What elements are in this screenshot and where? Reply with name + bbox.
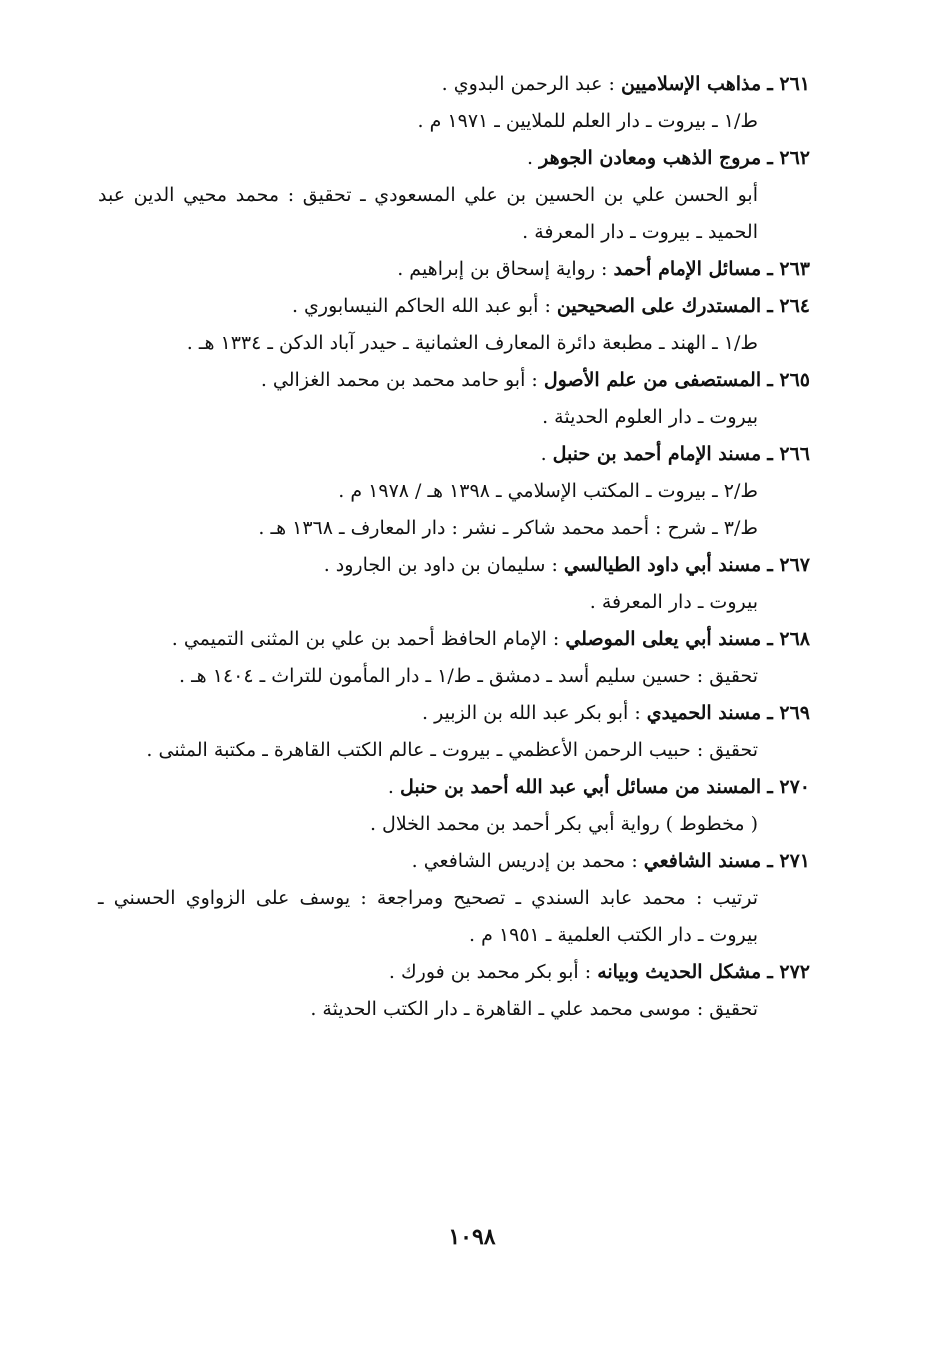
entry-line bbox=[98, 251, 810, 288]
entry-publication-detail: ط/٣ ـ شرح : أحمد محمد شاكر ـ نشر : دار المعارف ـ ١٣٦٨ هـ . bbox=[258, 517, 758, 539]
entry-line bbox=[98, 547, 810, 584]
entry-separator: : bbox=[595, 258, 614, 280]
entry-title: المسند من مسائل أبي عبد الله أحمد بن حنبل bbox=[399, 776, 762, 798]
entry-separator: : bbox=[538, 295, 557, 317]
entry-line bbox=[98, 140, 810, 177]
entry-author: عبد الرحمن البدوي . bbox=[441, 73, 603, 95]
entry-line bbox=[98, 288, 810, 325]
entry-line bbox=[98, 66, 810, 103]
bibliography-entry bbox=[98, 843, 810, 954]
entry-author: . bbox=[540, 443, 547, 465]
entry-title: المستدرك على الصحيحين bbox=[556, 295, 762, 317]
bibliography-entry bbox=[98, 362, 810, 436]
entry-author: أبو بكر محمد بن فورك . bbox=[388, 961, 579, 983]
entry-author: . bbox=[527, 147, 534, 169]
entry-separator: : bbox=[578, 961, 598, 983]
entry-title: مسائل الإمام أحمد bbox=[613, 258, 762, 280]
entry-publication-detail: أبو الحسن علي بن الحسين بن علي المسعودي ـ تحقيق : محمد محيي الدين عبد الحميد ـ بيروت ـ دار المعرفة . bbox=[98, 184, 758, 243]
bibliography-entry bbox=[98, 695, 810, 769]
entry-author: أبو بكر عبد الله بن الزبير . bbox=[421, 702, 629, 724]
entry-title: المستصفى من علم الأصول bbox=[543, 369, 762, 391]
entry-author: . bbox=[387, 776, 394, 798]
entry-number: ٢٧٠ ـ bbox=[767, 776, 810, 798]
bibliography-entry bbox=[98, 769, 810, 843]
entry-number: ٢٦٤ ـ bbox=[767, 295, 810, 317]
entry-title: مسند الشافعي bbox=[643, 850, 762, 872]
entry-line bbox=[98, 621, 810, 658]
entry-publication-detail: تحقيق : حبيب الرحمن الأعظمي ـ بيروت ـ عالم الكتب القاهرة ـ مكتبة المثنى . bbox=[146, 739, 758, 761]
entry-number: ٢٦١ ـ bbox=[767, 73, 810, 95]
entry-title: مسند أبي داود الطيالسي bbox=[563, 554, 762, 576]
entry-title: مروج الذهب ومعادن الجوهر bbox=[539, 147, 762, 169]
bibliography-entry bbox=[98, 621, 810, 695]
entry-separator: : bbox=[546, 628, 566, 650]
entry-number: ٢٦٢ ـ bbox=[767, 147, 810, 169]
entry-author: الإمام الحافظ أحمد بن علي بن المثنى التميمي . bbox=[171, 628, 547, 650]
entry-separator: : bbox=[602, 73, 621, 95]
bibliography-entry bbox=[98, 288, 810, 362]
entry-publication-detail: تحقيق : حسين سليم أسد ـ دمشق ـ ط/١ ـ دار المأمون للتراث ـ ١٤٠٤ هـ . bbox=[179, 665, 758, 687]
entry-line bbox=[98, 362, 810, 399]
entry-title: مسند الحميدي bbox=[646, 702, 762, 724]
entry-number: ٢٦٣ ـ bbox=[767, 258, 810, 280]
bibliography-entry bbox=[98, 66, 810, 140]
page-number: ١٠٩٨ bbox=[448, 1224, 496, 1250]
entry-publication-detail: ترتيب : محمد عابد السندي ـ تصحيح ومراجعة : يوسف على الزواوي الحسني ـ بيروت ـ دار الكتب العلمية ـ ١٩٥١ م . bbox=[98, 887, 758, 946]
entry-separator: : bbox=[625, 850, 644, 872]
entry-publication-detail: ط/١ ـ الهند ـ مطبعة دائرة المعارف العثمانية ـ حيدر آباد الدكن ـ ١٣٣٤ هـ . bbox=[186, 332, 758, 354]
entry-publication-detail: ط/٢ ـ بيروت ـ المكتب الإسلامي ـ ١٣٩٨ هـ / ١٩٧٨ م . bbox=[338, 480, 758, 502]
bibliography-entry bbox=[98, 954, 810, 1028]
entry-number: ٢٧٢ ـ bbox=[767, 961, 810, 983]
bibliography-entry bbox=[98, 140, 810, 251]
bibliography-entry bbox=[98, 436, 810, 547]
entry-publication-detail: بيروت ـ دار العلوم الحديثة . bbox=[542, 406, 758, 428]
entry-title: مذاهب الإسلاميين bbox=[620, 73, 762, 95]
entry-publication-detail: ط/١ ـ بيروت ـ دار العلم للملايين ـ ١٩٧١ م . bbox=[417, 110, 758, 132]
entry-author: سليمان بن داود بن الجارود . bbox=[323, 554, 546, 576]
entry-separator: : bbox=[628, 702, 647, 724]
entry-publication-detail: تحقيق : موسى محمد علي ـ القاهرة ـ دار الكتب الحديثة . bbox=[310, 998, 758, 1020]
entry-number: ٢٦٦ ـ bbox=[767, 443, 810, 465]
entry-publication-detail: ( مخطوط ) رواية أبي بكر أحمد بن محمد الخلال . bbox=[369, 813, 758, 835]
entry-author: محمد بن إدريس الشافعي . bbox=[411, 850, 626, 872]
entry-line bbox=[98, 843, 810, 880]
bibliography-list bbox=[98, 66, 810, 1028]
entry-number: ٢٧١ ـ bbox=[767, 850, 810, 872]
entry-line bbox=[98, 436, 810, 473]
entry-line bbox=[98, 769, 810, 806]
entry-number: ٢٦٨ ـ bbox=[767, 628, 810, 650]
entry-line bbox=[98, 954, 810, 991]
entry-author: أبو عبد الله الحاكم النيسابوري . bbox=[291, 295, 539, 317]
entry-publication-detail: بيروت ـ دار المعرفة . bbox=[589, 591, 758, 613]
bibliography-entry bbox=[98, 251, 810, 288]
bibliography-entry bbox=[98, 547, 810, 621]
entry-title: مشكل الحديث وبيانه bbox=[597, 961, 762, 983]
entry-title: مسند أبي يعلى الموصلي bbox=[565, 628, 762, 650]
entry-author: أبو حامد محمد بن محمد الغزالي . bbox=[260, 369, 526, 391]
entry-number: ٢٦٩ ـ bbox=[767, 702, 810, 724]
entry-line bbox=[98, 695, 810, 732]
entry-separator: : bbox=[525, 369, 544, 391]
entry-number: ٢٦٥ ـ bbox=[767, 369, 810, 391]
entry-author: رواية إسحاق بن إبراهيم . bbox=[397, 258, 595, 280]
entry-number: ٢٦٧ ـ bbox=[767, 554, 810, 576]
entry-separator: : bbox=[545, 554, 564, 576]
entry-title: مسند الإمام أحمد بن حنبل bbox=[552, 443, 762, 465]
